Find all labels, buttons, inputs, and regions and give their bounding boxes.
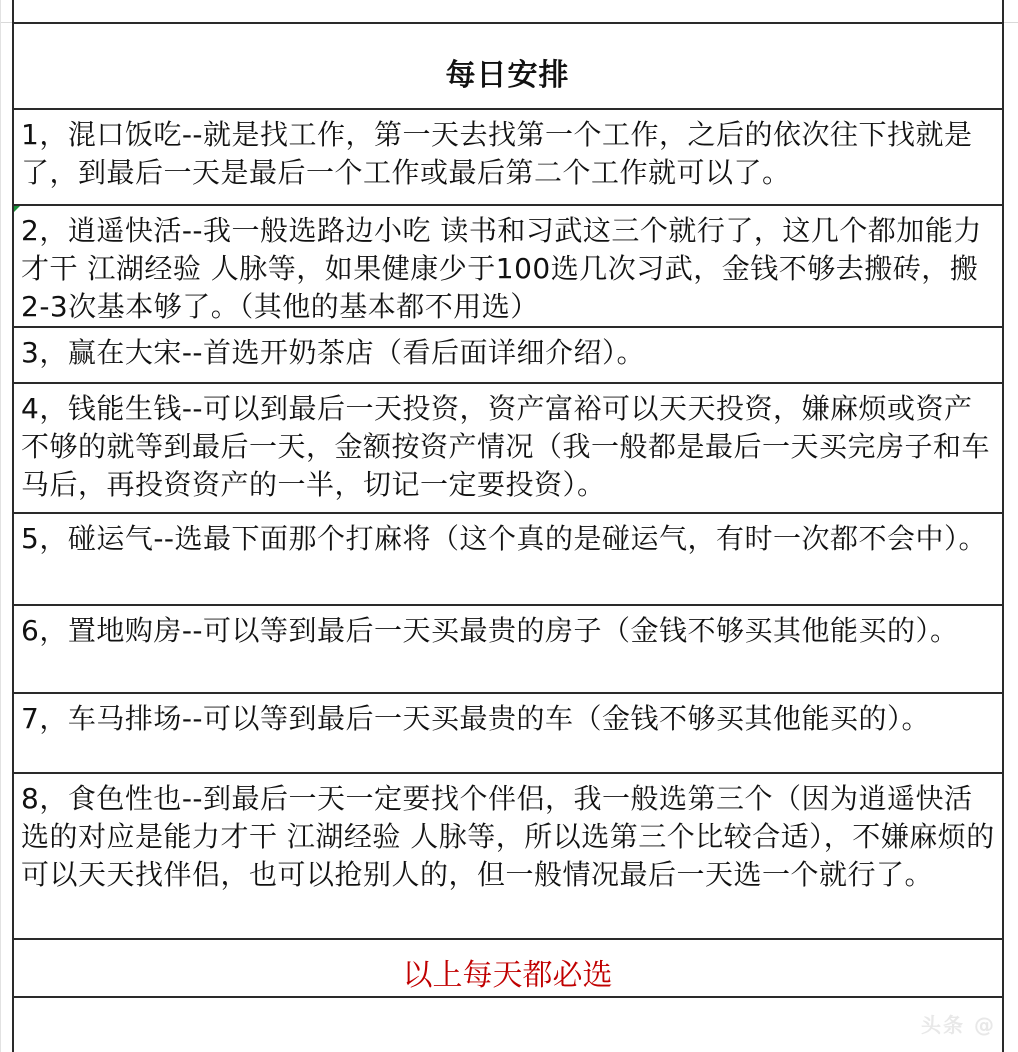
table-row[interactable] [13, 206, 1002, 328]
table-row[interactable] [13, 110, 1002, 206]
cell-comment-marker [14, 206, 20, 212]
table-row[interactable] [13, 514, 1002, 606]
row-text-1: 1，混口饭吃--就是找工作，第一天去找第一个工作，之后的依次往下找就是了，到最后一天是最后一个工作或最后第二个工作就可以了。 [21, 118, 973, 189]
table-row[interactable] [13, 694, 1002, 774]
table-row[interactable] [13, 328, 1002, 384]
row-text-3: 3，赢在大宋--首选开奶茶店（看后面详细介绍）。 [21, 336, 646, 369]
required-note: 以上每天都必选 [402, 958, 613, 993]
row-text-6: 6，置地购房--可以等到最后一天买最贵的房子（金钱不够买其他能买的）。 [21, 614, 959, 647]
table-row[interactable] [13, 606, 1002, 694]
row-text-4: 4，钱能生钱--可以到最后一天投资，资产富裕可以天天投资，嫌麻烦或资产不够的就等到最后一天，金额按资产情况（我一般都是最后一天买完房子和车马后，再投资资产的一半，切记一定要投资）。 [21, 392, 991, 501]
empty-row[interactable] [13, 998, 1002, 1052]
page-title: 每日安排 [445, 58, 570, 93]
row-text-2: 2，逍遥快活--我一般选路边小吃 读书和习武这三个就行了，这几个都加能力才干 江湖经验 人脉等，如果健康少于100选几次习武，金钱不够去搬砖，搬2-3次基本够了。（其他的基本都不用选） [21, 214, 982, 323]
table-border-right [1002, 0, 1004, 1052]
row-text-5: 5，碰运气--选最下面那个打麻将（这个真的是碰运气，有时一次都不会中）。 [21, 522, 988, 555]
watermark-logo: 头条 @ [921, 1013, 996, 1037]
row-text-8: 8，食色性也--到最后一天一定要找个伴侣，我一般选第三个（因为逍遥快活选的对应是能力才干 江湖经验 人脉等，所以选第三个比较合适），不嫌麻烦的可以天天找伴侣，也可以抢别人的，但一般情况最后一天选一个就行了。 [21, 782, 995, 891]
top-gridline-strip [0, 0, 1018, 23]
title-row[interactable] [13, 22, 1002, 110]
table-row[interactable] [13, 774, 1002, 940]
row-text-7: 7，车马排场--可以等到最后一天买最贵的车（金钱不够买其他能买的）。 [21, 702, 931, 735]
table-row[interactable] [13, 384, 1002, 514]
note-row[interactable] [13, 940, 1002, 998]
gridline-left [0, 0, 1, 1052]
